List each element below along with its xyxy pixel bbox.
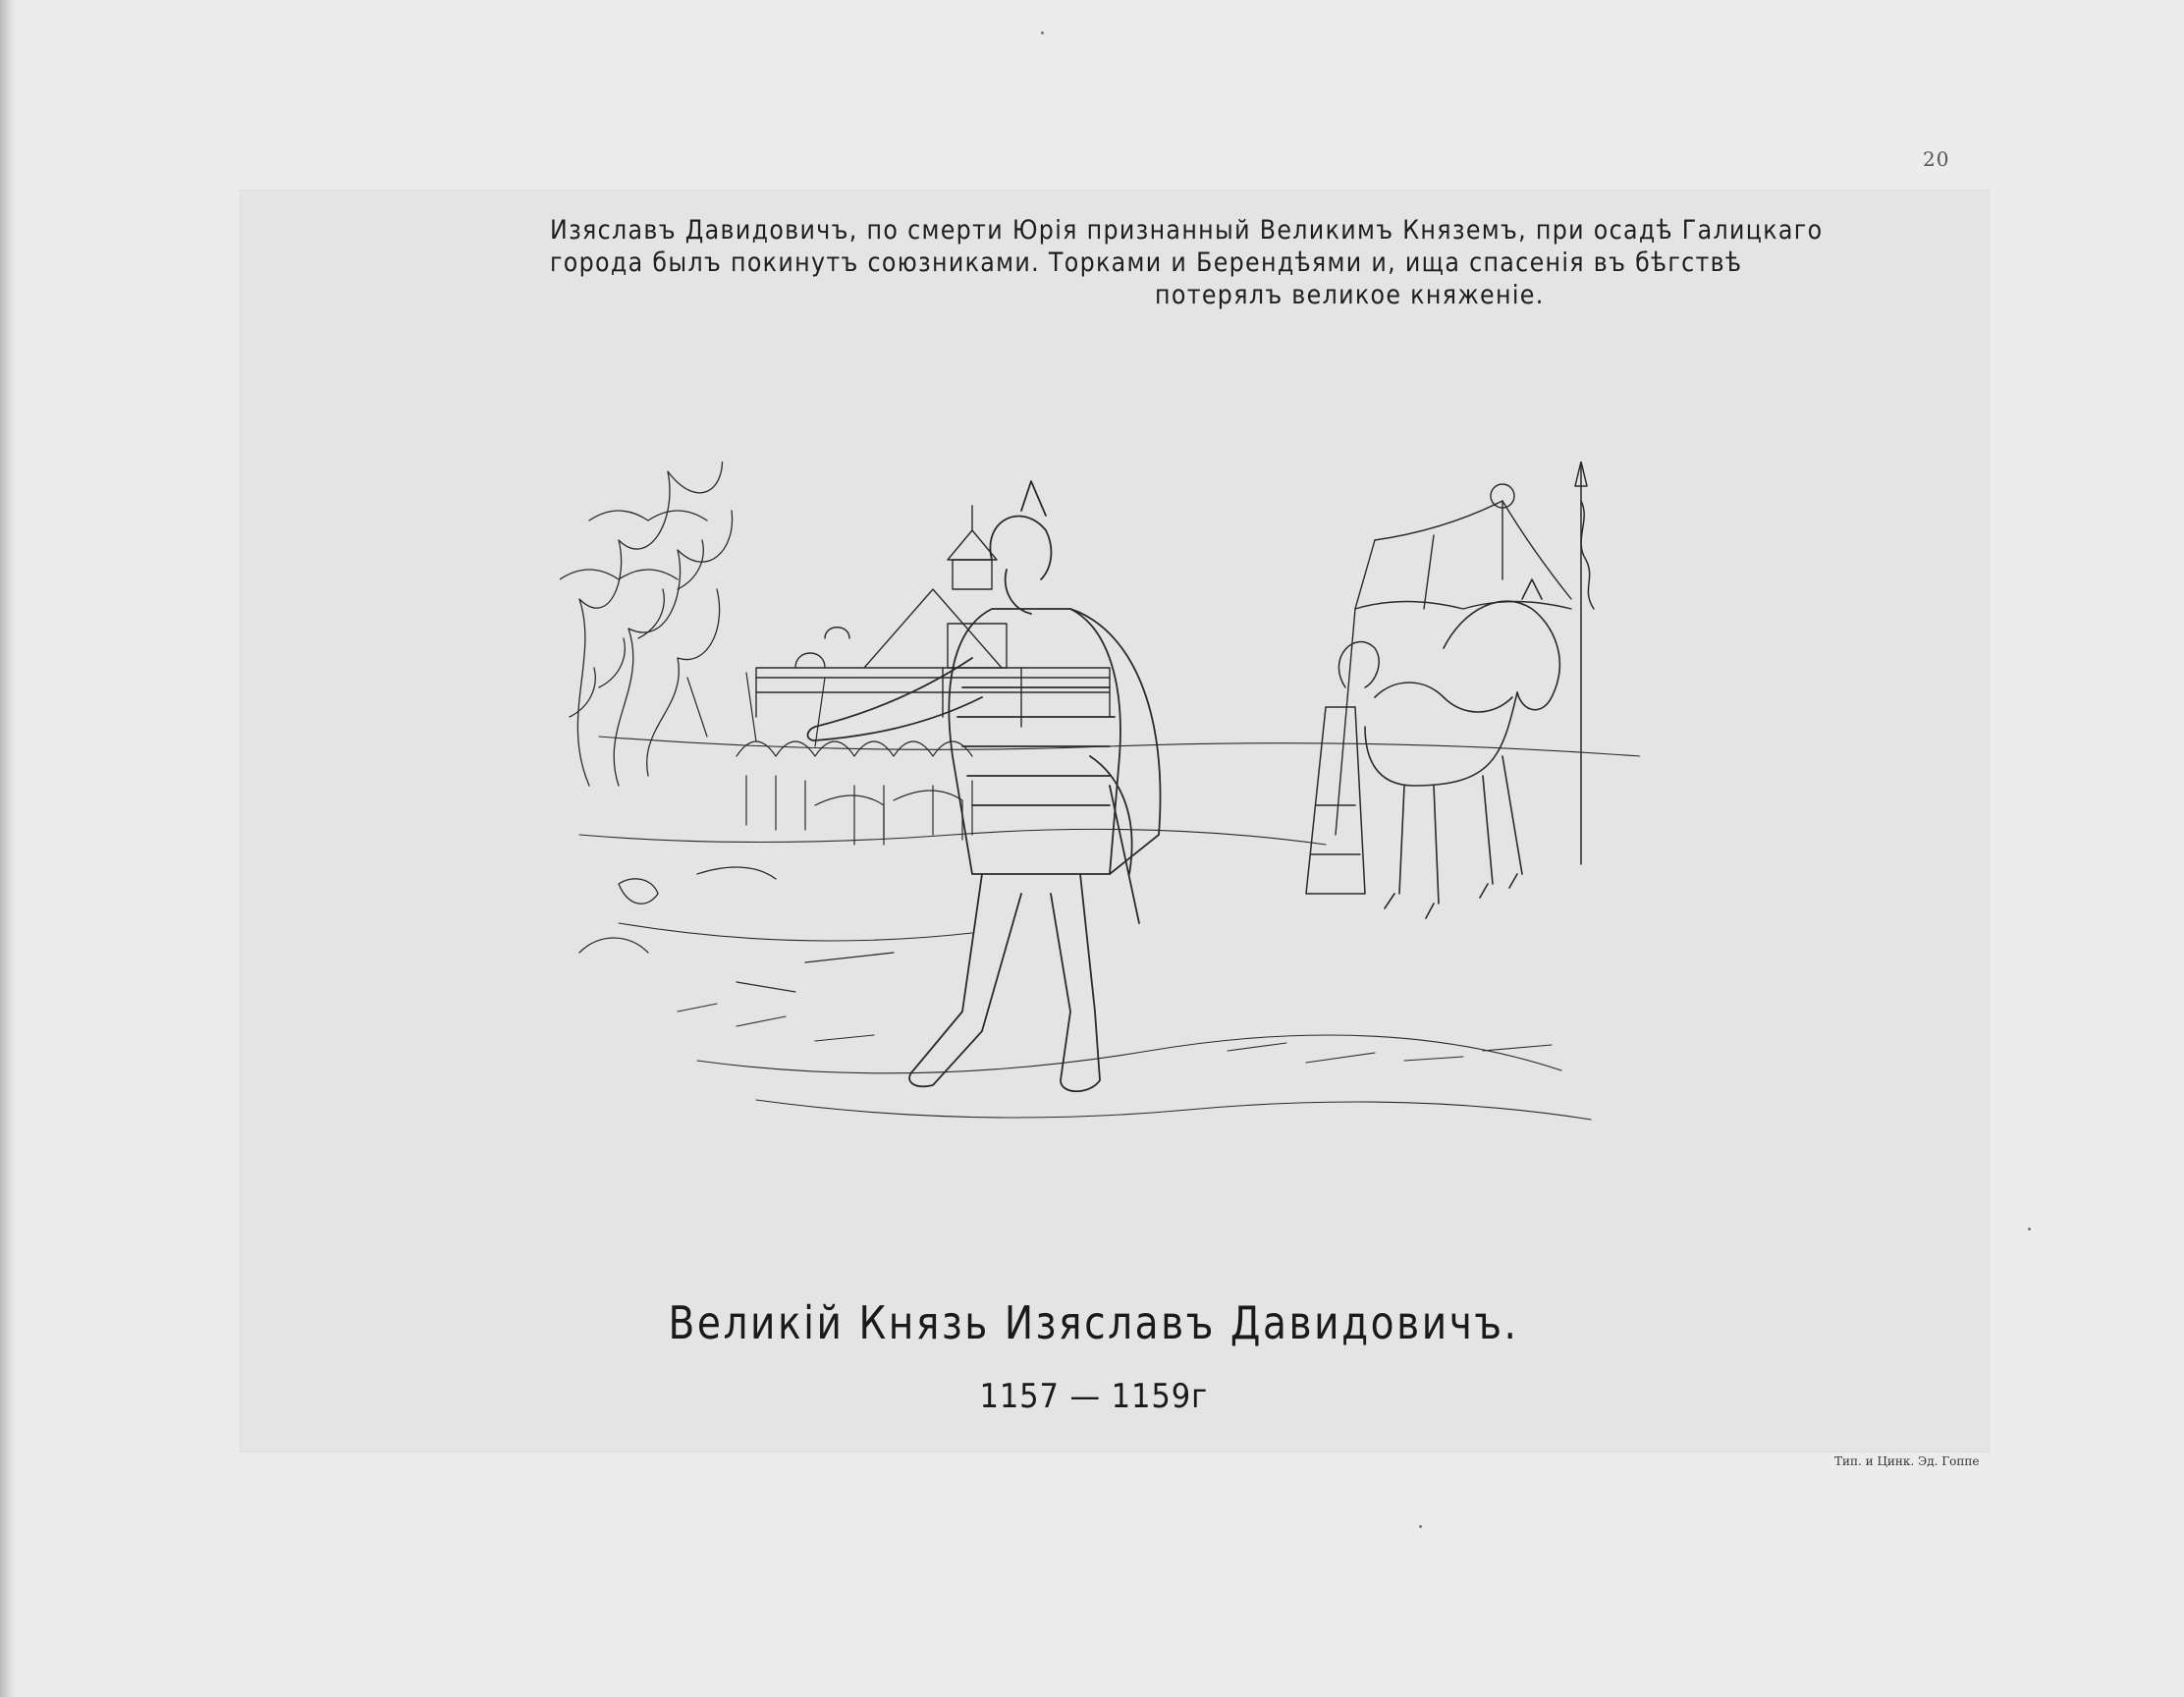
- horse: [1365, 579, 1559, 918]
- fortress: [756, 506, 1110, 727]
- binding-shadow: [0, 0, 18, 1697]
- paper-speck: [1041, 31, 1044, 34]
- paper-speck: [1419, 1525, 1422, 1528]
- fleeing-army: [687, 673, 972, 845]
- spear: [1575, 462, 1594, 864]
- attendant: [1306, 642, 1379, 894]
- page-number: 20: [1923, 147, 1950, 171]
- printer-credit: Тип. и Цинк. Эд. Гоппе: [1834, 1454, 1980, 1468]
- paper-speck: [2028, 1228, 2031, 1231]
- caption-text: [550, 214, 1824, 311]
- prince-figure: [808, 481, 1161, 1091]
- caption-line: Изяславъ Давидовичъ, по смерти Юрія признанный Великимъ Княземъ, при осадѣ Галицкаго: [550, 215, 1824, 246]
- engraving-illustration: [560, 462, 1640, 1188]
- caption-line: потерялъ великое княженіе.: [1155, 280, 1545, 310]
- ground-hatching: [579, 737, 1640, 1120]
- plate-title: Великій Князь Изяславъ Давидовичъ.: [668, 1296, 1519, 1349]
- debris: [579, 867, 894, 992]
- smoke-fire: [560, 462, 733, 786]
- caption-line: города былъ покинутъ союзниками. Торками и Берендѣями и, ища спасенія въ бѣгствѣ: [550, 247, 1743, 278]
- reign-years: 1157 — 1159г: [979, 1377, 1209, 1416]
